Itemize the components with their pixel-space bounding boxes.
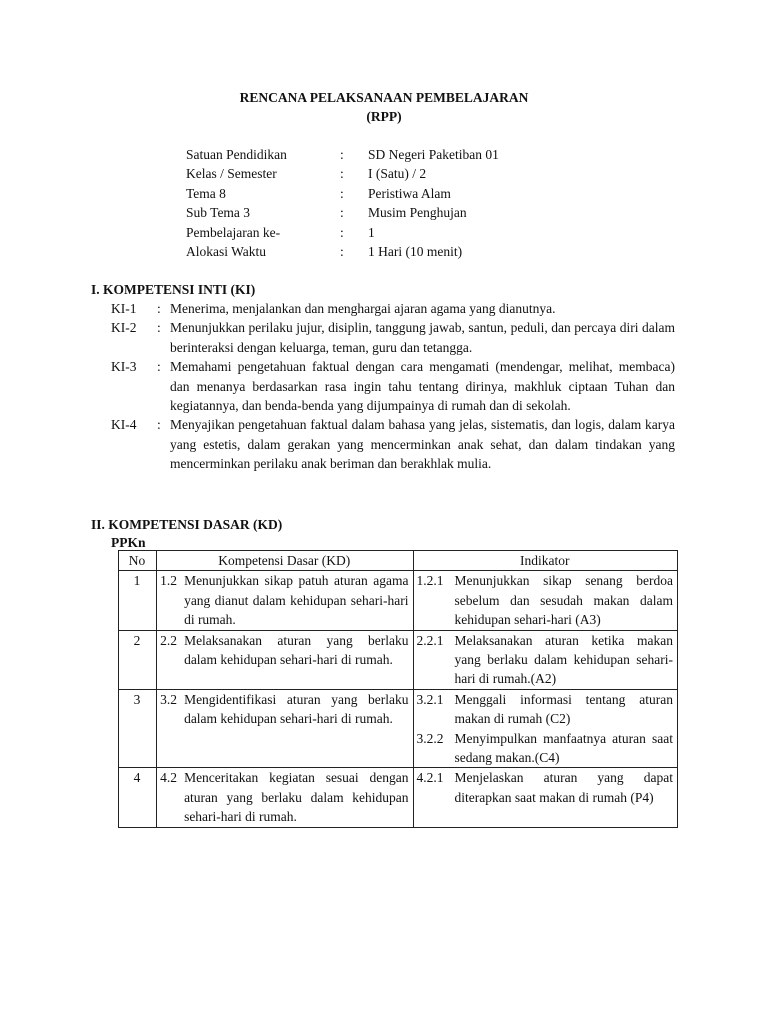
kd-code: 3.2	[160, 691, 177, 707]
info-row	[186, 184, 499, 203]
ki-code: KI-3	[111, 359, 137, 375]
info-label: Sub Tema 3	[186, 205, 251, 221]
table-row	[119, 768, 678, 827]
info-value: Peristiwa Alam	[368, 185, 451, 201]
column-header-kd: Kompetensi Dasar (KD)	[157, 551, 413, 571]
section-heading-ki: I. KOMPETENSI INTI (KI)	[91, 282, 256, 297]
kd-cell	[157, 571, 413, 630]
kd-code: 2.2	[160, 632, 177, 648]
table-row	[119, 630, 678, 689]
indicator-cell	[413, 571, 677, 630]
ki-code: KI-2	[111, 320, 137, 336]
document-title: RENCANA PELAKSANAAN PEMBELAJARAN	[239, 90, 529, 105]
ki-code: KI-4	[111, 417, 137, 433]
info-label: Pembelajaran ke-	[186, 224, 281, 240]
indicator-cell	[413, 768, 677, 827]
info-label: Kelas / Semester	[186, 166, 277, 182]
info-row	[186, 203, 499, 222]
info-row	[186, 242, 499, 261]
row-number: 1	[119, 571, 157, 630]
section-heading-kd: II. KOMPETENSI DASAR (KD)	[91, 517, 283, 532]
info-value: Musim Penghujan	[368, 205, 467, 221]
kd-text: Menceritakan kegiatan sesuai dengan aturan yang berlaku dalam kehidupan sehari-hari di rumah.	[184, 770, 409, 825]
kd-text: Menunjukkan sikap patuh aturan agama yang dianut dalam kehidupan sehari-hari di rumah.	[184, 573, 409, 628]
ki-item	[111, 415, 675, 473]
table-header-row	[119, 551, 678, 571]
ki-separator: :	[157, 417, 161, 433]
info-separator: :	[340, 185, 344, 201]
indicator-cell	[413, 630, 677, 689]
info-label: Alokasi Waktu	[186, 244, 267, 260]
indicator-code: 2.2.1	[416, 632, 444, 648]
info-value: SD Negeri Paketiban 01	[368, 147, 499, 162]
kd-table	[118, 550, 678, 828]
column-header-no: No	[119, 551, 157, 571]
info-label: Satuan Pendidikan	[186, 147, 287, 162]
kd-cell	[157, 630, 413, 689]
ki-text: Memahami pengetahuan faktual dengan cara mengamati (mendengar, melihat, membaca) dan menanya berdasarkan rasa ingin tahu tentang dirinya, makhluk ciptaan Tuhan dan kegiatannya, dan benda-benda yang dijumpainya di rumah dan di sekolah.	[170, 359, 675, 414]
info-value: 1	[368, 224, 375, 240]
document-subtitle: (RPP)	[366, 109, 402, 124]
info-label: Tema 8	[186, 185, 226, 201]
kd-code: 4.2	[160, 770, 177, 786]
info-value: 1 Hari (10 menit)	[368, 244, 463, 260]
row-number: 4	[119, 768, 157, 827]
info-separator: :	[340, 147, 344, 162]
row-number: 2	[119, 630, 157, 689]
indicator-code: 4.2.1	[416, 770, 444, 786]
identity-table	[186, 145, 499, 261]
kd-text: Melaksanakan aturan yang berlaku dalam kehidupan sehari-hari di rumah.	[184, 632, 409, 668]
kd-text: Mengidentifikasi aturan yang berlaku dalam kehidupan sehari-hari di rumah.	[184, 691, 409, 727]
indicator-code: 3.2.2	[416, 730, 444, 746]
ki-item	[111, 357, 675, 415]
info-separator: :	[340, 166, 344, 182]
kd-code: 1.2	[160, 573, 177, 589]
table-row	[119, 571, 678, 630]
info-separator: :	[340, 244, 344, 260]
info-row	[186, 145, 499, 164]
ki-text: Menerima, menjalankan dan menghargai ajaran agama yang dianutnya.	[170, 301, 556, 316]
indicator-code: 3.2.1	[416, 691, 444, 707]
ki-list	[111, 299, 675, 474]
indicator-text: Menunjukkan sikap senang berdoa sebelum dan sesudah makan dalam kehidupan sehari-hari (A3)	[454, 573, 673, 628]
indicator-text: Melaksanakan aturan ketika makan yang berlaku dalam kehidupan sehari-hari di rumah.(A2)	[454, 632, 673, 687]
ki-item	[111, 318, 675, 357]
info-separator: :	[340, 224, 344, 240]
info-row	[186, 223, 499, 242]
table-row	[119, 689, 678, 768]
indicator-code: 1.2.1	[416, 573, 444, 589]
subject-label: PPKn	[111, 535, 146, 550]
info-separator: :	[340, 205, 344, 221]
kd-cell	[157, 689, 413, 768]
info-value: I (Satu) / 2	[368, 166, 427, 182]
ki-code: KI-1	[111, 301, 137, 316]
indicator-text: Menggali informasi tentang aturan makan di rumah (C2)	[454, 691, 673, 727]
indicator-text: Menjelaskan aturan yang dapat diterapkan saat makan di rumah (P4)	[454, 770, 673, 805]
ki-item	[111, 299, 675, 318]
ki-text: Menyajikan pengetahuan faktual dalam bahasa yang jelas, sistematis, dan logis, dalam karya yang estetis, dalam gerakan yang mencerminkan anak sehat, dan dalam tindakan yang mencerminkan perilaku anak beriman dan berakhlak mulia.	[170, 417, 675, 472]
indicator-text: Menyimpulkan manfaatnya aturan saat sedang makan.(C4)	[454, 730, 673, 766]
info-row	[186, 164, 499, 183]
column-header-indikator: Indikator	[413, 551, 677, 571]
kd-cell	[157, 768, 413, 827]
indicator-cell	[413, 689, 677, 768]
ki-separator: :	[157, 320, 161, 336]
ki-separator: :	[157, 359, 161, 375]
row-number: 3	[119, 689, 157, 768]
ki-text: Menunjukkan perilaku jujur, disiplin, tanggung jawab, santun, peduli, dan percaya diri dalam berinteraksi dengan keluarga, teman, guru dan tetangga.	[170, 320, 675, 355]
ki-separator: :	[157, 301, 161, 316]
